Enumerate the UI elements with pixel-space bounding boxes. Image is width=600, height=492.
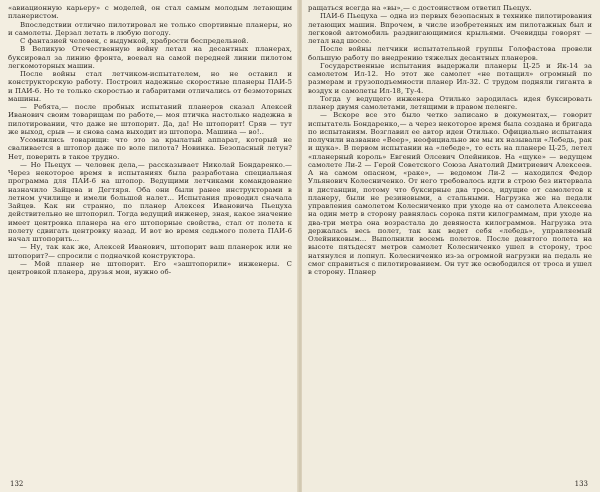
paragraph: — Но Пьецух — человек дела,— рассказывает Николай Бондаренко.— Через некоторое время в испытаниях была разработана специальная программа для ПАИ-6 на штопор. Ведущими летчиками командование назначило Зайцева и Дегтяря. Оба они были ранее инструкторами в летном училище и имели большой налет... Испытания проводил сначала Зайцев. Как ни странно, по планер Алексея Ивановича Пьецуха действительно не штопорил. Тогда ведущий инженер, зная, какое значение имеет центровка планера на его штопорные свойства, стал от полета к полету сдвигать центровку назад. И вот во время седьмого полета ПАИ-6 начал штопорить... xyxy=(8,160,292,243)
right-page xyxy=(302,0,600,492)
paragraph: — Мой планер не штопорит. Его «заштопорили» инженеры. С центровкой планера, друзья мои, нужно об- xyxy=(8,259,292,276)
page-number: 133 xyxy=(574,480,588,488)
paragraph: — Ребята,— после пробных испытаний планеров сказал Алексей Иванович своим товарищам по работе,— моя птичка настолько надежна в пилотировании, что даже не штопорит. Да, да! Не штопорит! Сряв — тут же выход, срыв — и снова сама выходит из штопора. Машина — во!.. xyxy=(8,103,292,136)
paragraph: В Великую Отечественную войну летал на десантных планерах, буксировал за линию фронта, воевал на самой передней линии пилотом легкомоторных машин. xyxy=(8,45,292,70)
paragraph: Государственные испытания выдержали планеры Ц-25 и Як-14 за самолетом Ил-12. Но этот же самолет «не потащил» огромный по размерам и грузоподъемности планер Ил-32. С трудом подняли гиганта в воздух и самолеты Ил-18, Ту-4. xyxy=(308,61,592,95)
paragraph: Тогда у ведущего инженера Отилько зародилась идея буксировать планер двумя самолетами, летящими в правом пеленге. xyxy=(308,94,592,111)
paragraph: — Вскоре все это было четко записано в документах,— говорит испытатель Бондаренко,— а через некоторое время была создана и бригада по испытаниям. Возглавил ее автор идеи Отилько. Официально испытания получили название «Веер», неофициально же мы их называли «Лебедь, рак и щука». В первом испытании на «лебеде», то есть на планере Ц-25, летел «планерный король» Евгений Олсевич Олейников. На «щуке» — ведущем самолете Ли-2 — Герой Советского Союза Анатолий Дмитриевич Алексеев. А на самом опасном, «раке», — ведомом Ли-2 — находился Федор Ульянович Колесниченко. От него требовалось идти в строю без интервала и дистанции, потому что буксирные два троса, идущие от самолетов к планеру, были не резиновыми, а стальными. Нагрузка же на педали управления самолетом Колесниченко при уходе на от самолета Алексеева на один метр в сторону равнялась сорока пяти килограммам, при уходе на два-три метра она возрастала до девяноста килограммов. Нагрузка эта держалась весь полет, так как ведет себя «лебедь», управляемый Олейниковым... Выполнили восемь полетов. После девятого полета на высоте пятьдесят метров самолет Колесниченко ушел в сторону, трос натянулся и лопнул. Колесниченко из-за огромной нагрузки на педаль не смог справиться с пилотированием. Он тут же освободился от троса и ушел в сторону. Планер xyxy=(308,111,592,276)
paragraph: После войны летчики испытательной группы Голофастова провели большую работу по внедрению тяжелых десантных планеров. xyxy=(308,45,592,62)
paragraph: Усомнились товарищи: что это за крылатый аппарат, который не сваливается в штопор даже по воле пилота? Новинка. Безопасный летун? Нет, поверить в такое трудно. xyxy=(8,136,292,161)
paragraph: С фантазией человек, с выдумкой, храбрости беспредельной. xyxy=(20,37,249,45)
paragraph: После войны стал летчиком-испытателем, но не оставил и конструкторскую работу. Построил надежные скоростные планеры ПАИ-5 и ПАИ-6. Но те только скоростью и габаритами отличались от безмоторных машины. xyxy=(8,70,292,103)
paragraph: Впоследствии отлично пилотировал не только спортивные планеры, но и самолеты. Дерзал летать в любую погоду. xyxy=(8,20,292,37)
left-page xyxy=(0,0,298,492)
paragraph: ращаться всегда на «вы»,— с достоинством ответил Пьецух. xyxy=(308,4,532,12)
page-number: 132 xyxy=(10,480,24,488)
paragraph: «авиационную карьеру» с моделей, он стал самым молодым летающим планеристом. xyxy=(8,4,292,21)
paragraph: ПАИ-6 Пьецуха — одна из первых безопасных в технике пилотирования летающих машин. Впрочем, в числе изобретенных им пилотажных был и легковой автомобиль раздвигающимися крыльями. Очевидцы говорят — летал над шоссе. xyxy=(308,12,592,45)
paragraph: — Ну, так как же, Алексей Иванович, штопорит ваш планерок или не штопорит?— спросили с подначкой конструктора. xyxy=(8,243,292,260)
